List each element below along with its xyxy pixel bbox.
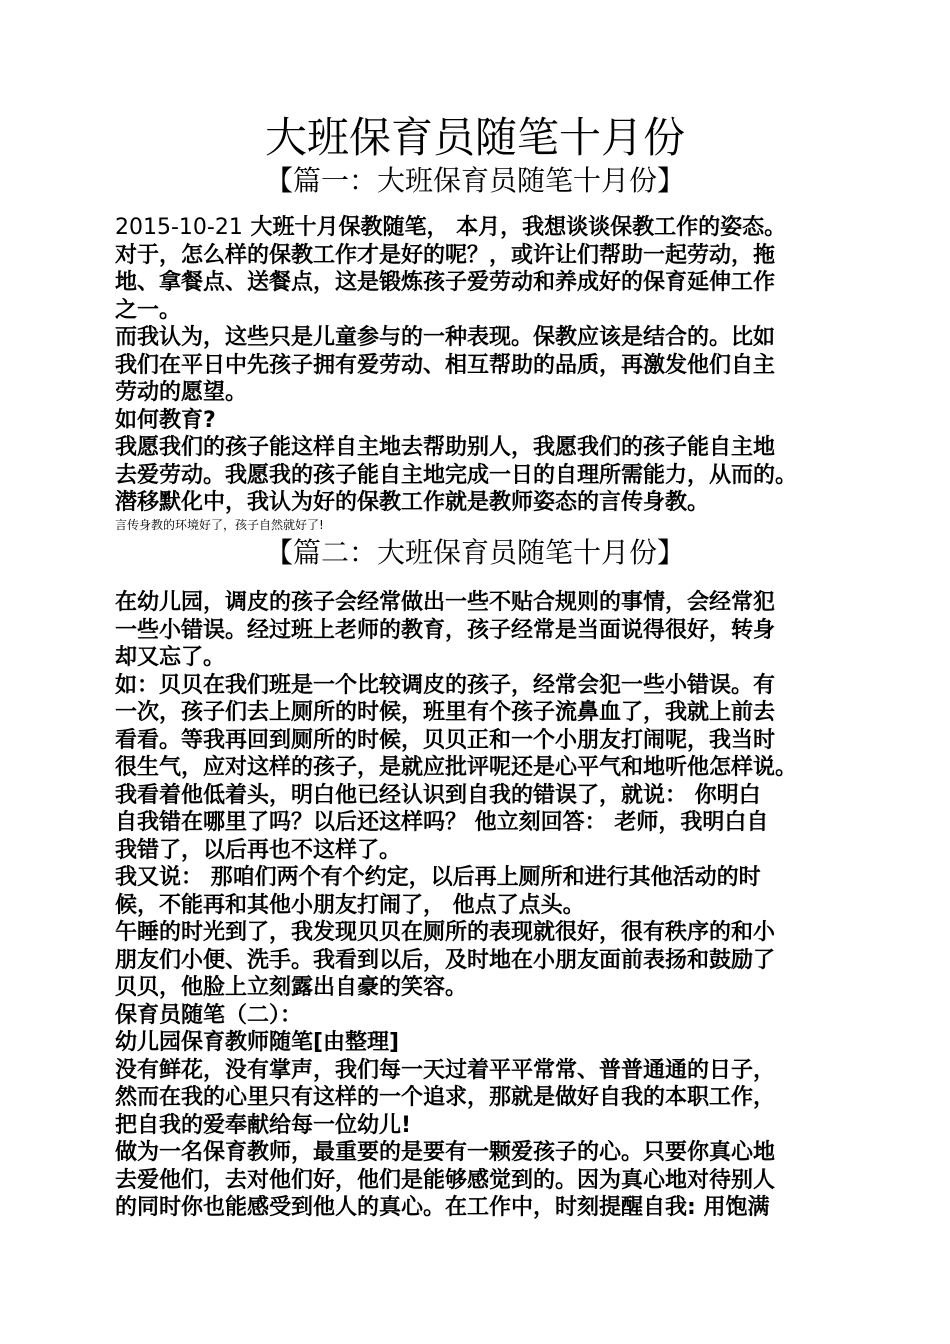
paragraph-line: 贝贝，他脸上立刻露出自豪的笑容。 (115, 975, 468, 1000)
paragraph-line: 做为一名保育教师，最重要的是要有一颗爱孩子的心。只要你真心地 (115, 1140, 776, 1165)
paragraph-line: 如：贝贝在我们班是一个比较调皮的孩子，经常会犯一些小错误。有 (115, 672, 776, 698)
paragraph-line: 朋友们小便、洗手。我看到以后，及时地在小朋友面前表扬和鼓励了 (115, 947, 776, 973)
paragraph-line: 然而在我的心里只有这样的一个追求，那就是做好自我的本职工作， (115, 1085, 776, 1110)
section-1-note: 言传身教的环境好了，孩子自然就好了! (115, 518, 324, 532)
section-1-body (115, 214, 845, 517)
section-heading-1: 【篇一：大班保育员随笔十月份】 (264, 164, 685, 197)
paragraph-line: 自我错在哪里了吗？以后还这样吗？ 他立刻回答： 老师，我明白自 (115, 810, 769, 835)
paragraph-line: 幼儿园保育教师随笔[由整理] (115, 1030, 400, 1055)
paragraph-line: 我们在平日中先孩子拥有爱劳动、相互帮助的品质，再激发他们自主 (115, 352, 776, 378)
paragraph-line: 把自我的爱奉献给每一位幼儿! (115, 1112, 412, 1138)
paragraph-line: 却又忘了。 (115, 645, 226, 670)
paragraph-line: 潜移默化中，我认为好的保教工作就是教师姿态的言传身教。 (115, 490, 710, 515)
paragraph-line: 劳动的愿望。 (115, 380, 248, 405)
paragraph-line: 我看着他低着头，明白他已经认识到自我的错误了，就说： 你明白 (115, 782, 761, 808)
section-heading-2: 【篇二：大班保育员随笔十月份】 (264, 536, 685, 569)
paragraph-line: 去爱劳动。我愿我的孩子能自主地完成一日的自理所需能力，从而的。 (115, 462, 798, 488)
paragraph-line: 候，不能再和其他小朋友打闹了， 他点了点头。 (115, 892, 585, 918)
paragraph-line: 而我认为，这些只是儿童参与的一种表现。保教应该是结合的。比如 (115, 325, 776, 350)
paragraph-line: 午睡的时光到了，我发现贝贝在厕所的表现就很好，很有秩序的和小 (115, 920, 776, 945)
paragraph-line: 在幼儿园，调皮的孩子会经常做出一些不贴合规则的事情，会经常犯 (115, 590, 776, 615)
paragraph-line: 一次，孩子们去上厕所的时候，班里有个孩子流鼻血了，我就上前去 (115, 700, 776, 725)
paragraph-line: 去爱他们，去对他们好，他们是能够感觉到的。因为真心地对待别人 (115, 1167, 776, 1193)
paragraph-line: 之一。 (115, 297, 182, 323)
line-text: 大班十月保教随笔， 本月，我想谈谈保教工作的姿态。 (242, 215, 787, 240)
document-title: 大班保育员随笔十月份 (264, 113, 685, 162)
paragraph-line: 一些小错误。经过班上老师的教育，孩子经常是当面说得很好，转身 (115, 617, 776, 643)
paragraph-line: 对于，怎么样的保教工作才是好的呢？，或许让们帮助一起劳动，拖 (115, 242, 776, 268)
section-2-body (115, 589, 845, 1222)
paragraph-line (115, 214, 845, 242)
paragraph-line: 保育员随笔（二）： (115, 1002, 303, 1028)
paragraph-line: 很生气，应对这样的孩子，是就应批评呢还是心平气和地听他怎样说。 (115, 755, 798, 780)
paragraph-line: 地、拿餐点、送餐点，这是锻炼孩子爱劳动和养成好的保育延伸工作 (115, 270, 776, 295)
paragraph-line: 的同时你也能感受到他人的真心。在工作中，时刻提醒自我: 用饱满 (115, 1195, 770, 1220)
paragraph-line: 看看。等我再回到厕所的时候，贝贝正和一个小朋友打闹呢，我当时 (115, 727, 776, 753)
paragraph-line: 没有鲜花，没有掌声，我们每一天过着平平常常、普普通通的日子， (115, 1057, 776, 1083)
paragraph-line: 我错了，以后再也不这样了。 (115, 837, 402, 863)
paragraph-line: 如何教育? (115, 407, 216, 433)
entry-date: 2015-10-21 (115, 215, 243, 240)
paragraph-line: 我愿我们的孩子能这样自主地去帮助别人，我愿我们的孩子能自主地 (115, 435, 776, 460)
paragraph-line: 我又说： 那咱们两个有个约定，以后再上厕所和进行其他活动的时 (115, 865, 761, 890)
